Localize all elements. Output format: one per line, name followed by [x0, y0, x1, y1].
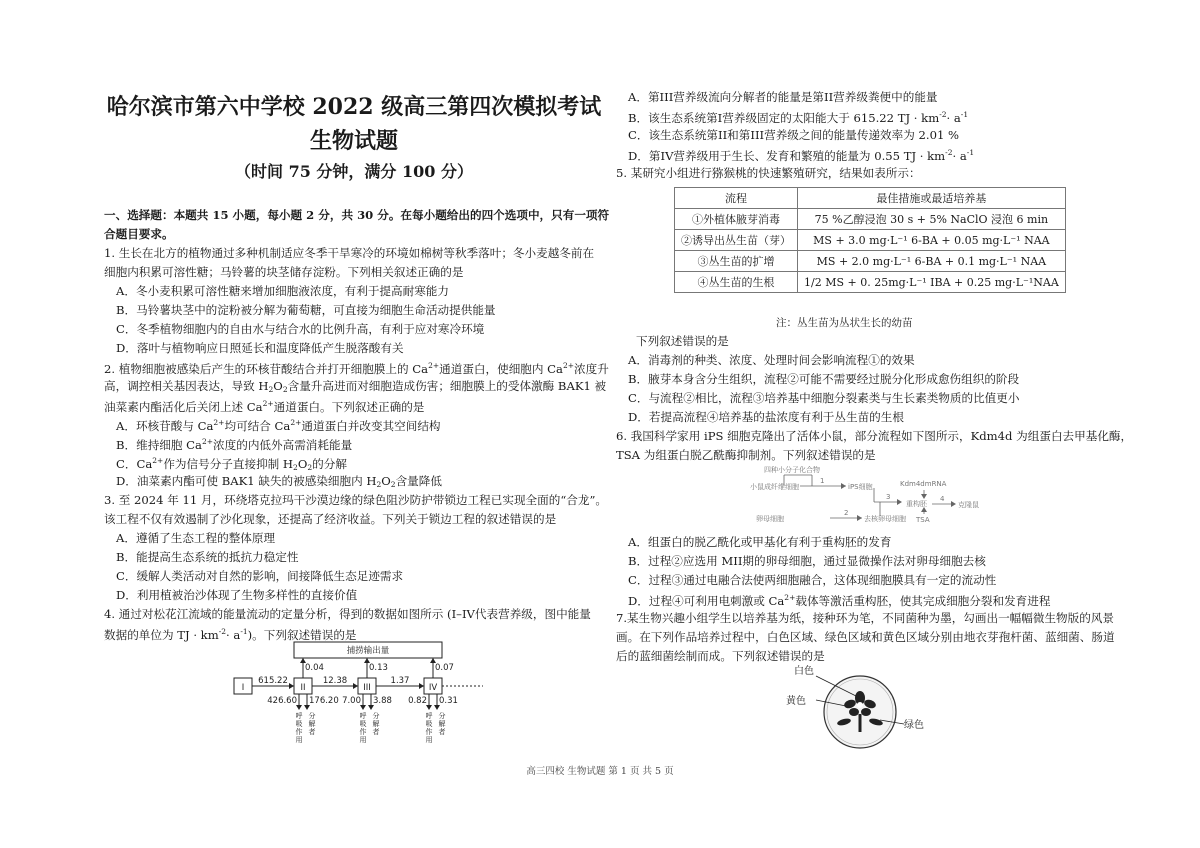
- q2-stem-cont2: 油菜素内酯活化后关闭上述 $Ca^{2+}$通道蛋白。下列叙述正确的是: [104, 399, 425, 414]
- q5-option-d: D．若提高流程④培养基的盐浓度有利于丛生苗的生根: [628, 410, 904, 424]
- q7-stem-cont: 画。在下列作品培养过程中，白色区域、绿色区域和黄色区域分别由地衣芽孢杆菌、蓝细菌、肠道: [616, 630, 1115, 644]
- q6-option-d: D．过程④可利用电刺激或 $Ca^{2+}$载体等激活重构胚，使其完成细胞分裂和发育进程: [628, 593, 1051, 608]
- q3-option-b: B．能提高生态系统的抵抗力稳定性: [116, 550, 299, 564]
- table-cell: 75 %乙醇浸泡 30 s + 5% NaClO 浸泡 6 min: [798, 209, 1066, 230]
- svg-text:解: 解: [372, 720, 380, 728]
- table-cell: MS + 2.0 mg·L⁻¹ 6-BA + 0.1 mg·L⁻¹ NAA: [798, 251, 1066, 272]
- q3-option-c: C．缓解人类活动对自然的影响，间接降低生态足迹需求: [116, 569, 404, 583]
- q1-option-a: A．冬小麦积累可溶性糖来增加细胞液浓度，有利于提高耐寒能力: [116, 284, 449, 298]
- table-cell: ①外植体腋芽消毒: [675, 209, 798, 230]
- resp-value-1: 426.60: [267, 696, 297, 706]
- q1-stem: 1. 生长在北方的植物通过多种机制适应冬季干旱寒冷的环境如棉树等秋季落叶；冬小麦越冬前在: [104, 246, 595, 260]
- fishing-value-1: 0.04: [305, 663, 324, 673]
- q5-option-c: C．与流程②相比，流程③培养基中细胞分裂素类与生长素类物质的比值更小: [628, 391, 1020, 405]
- svg-text:呼: 呼: [295, 712, 303, 720]
- label-green: 绿色: [904, 720, 924, 731]
- decomp-value-3: 0.31: [439, 696, 458, 706]
- q6-option-a: A．组蛋白的脱乙酰化或甲基化有利于重构胚的发育: [628, 535, 892, 549]
- level-label-1: I: [241, 683, 245, 693]
- exam-title: 哈尔滨市第六中学校 2022 级高三第四次模拟考试: [106, 94, 602, 120]
- q5-stem: 5. 某研究小组进行猕猴桃的快速繁殖研究，结果如表所示：: [616, 166, 921, 180]
- q5-option-b: B．腋芽本身含分生组织，流程②可能不需要经过脱分化形成愈伤组织的阶段: [628, 372, 1020, 386]
- svg-text:用: 用: [295, 736, 303, 744]
- svg-text:吸: 吸: [425, 720, 433, 728]
- svg-text:吸: 吸: [295, 720, 303, 728]
- label-cloned-mouse: 克隆鼠: [958, 501, 979, 509]
- svg-text:1: 1: [820, 477, 825, 485]
- q2-stem-cont: 高，调控相关基因表达，导致 $H_2O_2$含量升高进而对细胞造成伤害；细胞膜上的受体激酶 BAK1 被: [104, 379, 607, 394]
- q5-ask: 下列叙述错误的是: [636, 334, 729, 348]
- table-cell: MS + 3.0 mg·L⁻¹ 6-BA + 0.05 mg·L⁻¹ NAA: [798, 230, 1066, 251]
- section-heading: 一、选择题：本题共 15 小题，每小题 2 分，共 30 分。在每小题给出的四个选项中，只有一项符: [104, 208, 610, 222]
- label-kdm4d-mrna: Kdm4dmRNA: [900, 480, 947, 488]
- label-reconstructed-embryo: 重构胚: [906, 500, 927, 508]
- q2-option-d: D．油菜素内酯可使 BAK1 缺失的被感染细胞内 $H_2O_2$含量降低: [116, 474, 442, 489]
- fishing-value-2: 0.13: [369, 663, 388, 673]
- resp-value-3: 0.82: [408, 696, 427, 706]
- q4-option-b: B．该生态系统第I营养级固定的太阳能大于 615.22 TJ · $km^{-2}\cdot a^{-1}$: [628, 110, 969, 125]
- table-cell: 1/2 MS + 0. 25mg·L⁻¹ IBA + 0.25 mg·L⁻¹NAA: [798, 272, 1066, 293]
- q3-option-a: A．遵循了生态工程的整体原理: [116, 531, 276, 545]
- svg-text:解: 解: [308, 720, 316, 728]
- table-row: [675, 230, 1066, 251]
- label-oocyte: 卵母细胞: [756, 515, 784, 523]
- flow-value-2: 12.38: [322, 676, 348, 686]
- q6-stem: 6. 我国科学家用 iPS 细胞克隆出了活体小鼠，部分流程如下图所示，Kdm4d 为组蛋白去甲基化酶，: [616, 429, 1133, 443]
- svg-text:作: 作: [425, 728, 433, 736]
- level-label-3: III: [363, 683, 371, 693]
- q7-stem-cont2: 后的蓝细菌绘制而成。下列叙述错误的是: [616, 649, 825, 663]
- q1-stem-cont: 细胞内积累可溶性糖；马铃薯的块茎储存淀粉。下列相关叙述正确的是: [104, 265, 464, 279]
- svg-text:者: 者: [372, 728, 380, 736]
- label-yellow: 黄色: [786, 696, 806, 707]
- q3-option-d: D．利用植被治沙体现了生物多样性的直接价值: [116, 588, 358, 602]
- label-enucleated-oocyte: 去核卵母细胞: [864, 515, 906, 523]
- table-row: [675, 272, 1066, 293]
- petri-dish: [824, 676, 896, 748]
- q4-option-a: A．第III营养级流向分解者的能量是第II营养级粪便中的能量: [628, 90, 938, 104]
- decomp-value-1: 176.20: [309, 696, 339, 706]
- q4-option-d: D．第IV营养级用于生长、发育和繁殖的能量为 0.55 TJ · $km^{-2}\cdot a^{-1}$: [628, 148, 975, 163]
- table-row: [675, 251, 1066, 272]
- svg-text:呼: 呼: [359, 712, 367, 720]
- svg-text:分: 分: [308, 712, 316, 720]
- svg-text:吸: 吸: [359, 720, 367, 728]
- table-header: 最佳措施或最适培养基: [798, 188, 1066, 209]
- label-tsa: TSA: [916, 516, 930, 524]
- q5-table: [674, 187, 1066, 293]
- q6-stem-cont: TSA 为组蛋白脱乙酰酶抑制剂。下列叙述错误的是: [616, 448, 876, 462]
- q4-stem-cont: 数据的单位为 TJ · $km^{-2}\cdot a^{-1}$)。下列叙述错误的是: [104, 627, 357, 642]
- svg-text:4: 4: [940, 495, 945, 503]
- q2-stem: 2. 植物细胞被感染后产生的环核苷酸结合并打开细胞膜上的 $Ca^{2+}$通道蛋白，使细胞内 $Ca^{2+}$浓度升: [104, 361, 609, 376]
- decomp-value-2: 3.88: [373, 696, 392, 706]
- label-small-molecules: 四种小分子化合物: [764, 466, 820, 474]
- svg-text:用: 用: [359, 736, 367, 744]
- table-header: 流程: [675, 188, 798, 209]
- q3-stem: 3. 至 2024 年 11 月，环绕塔克拉玛干沙漠边缘的绿色阻沙防护带锁边工程已实现全面的“合龙”。: [104, 493, 607, 507]
- q6-option-b: B．过程②应选用 MII期的卵母细胞，通过显微操作法对卵母细胞去核: [628, 554, 986, 568]
- q1-option-d: D．落叶与植物响应日照延长和温度降低产生脱落酸有关: [116, 341, 404, 355]
- q5-option-a: A．消毒剂的种类、浓度、处理时间会影响流程①的效果: [628, 353, 915, 367]
- svg-text:分: 分: [372, 712, 380, 720]
- table-cell: ③丛生苗的扩增: [675, 251, 798, 272]
- level-label-4: IV: [428, 683, 438, 693]
- section-heading-cont: 合题目要求。: [104, 227, 174, 241]
- table-cell: ②诱导出丛生苗（芽）: [675, 230, 798, 251]
- petri-dish-figure: [780, 660, 950, 752]
- fishing-output-label: 捕捞输出量: [346, 646, 390, 656]
- svg-text:呼: 呼: [425, 712, 433, 720]
- svg-text:分: 分: [438, 712, 446, 720]
- fishing-value-3: 0.07: [435, 663, 454, 673]
- svg-text:者: 者: [438, 728, 446, 736]
- q2-option-c: C．$Ca^{2+}$作为信号分子直接抑制 $H_2O_2$的分解: [116, 456, 347, 472]
- svg-text:者: 者: [308, 728, 316, 736]
- svg-text:解: 解: [438, 720, 446, 728]
- energy-flow-diagram: [228, 640, 488, 752]
- exam-meta: （时间 75 分钟，满分 100 分）: [235, 162, 473, 181]
- svg-text:作: 作: [359, 728, 367, 736]
- svg-text:2: 2: [844, 509, 849, 517]
- svg-text:3: 3: [886, 493, 891, 501]
- svg-text:作: 作: [295, 728, 303, 736]
- table-header-row: [675, 188, 1066, 209]
- table-row: [675, 209, 1066, 230]
- label-white: 白色: [794, 666, 814, 677]
- q4-stem: 4. 通过对松花江流域的能量流动的定量分析，得到的数据如图所示 (I–IV代表营养级，图中能量: [104, 607, 591, 621]
- q7-stem: 7.某生物兴趣小组学生以培养基为纸，接种环为笔，不同菌种为墨，勾画出一幅幅微生物版的风景: [616, 611, 1115, 625]
- q2-option-b: B．维持细胞 $Ca^{2+}$浓度的内低外高需消耗能量: [116, 437, 353, 452]
- svg-text:用: 用: [425, 736, 433, 744]
- cloning-flow-diagram: [750, 466, 1010, 532]
- table-note: 注：丛生苗为丛状生长的幼苗: [776, 317, 913, 329]
- q1-option-b: B．马铃薯块茎中的淀粉被分解为葡萄糖，可直接为细胞生命活动提供能量: [116, 303, 496, 317]
- table-cell: ④丛生苗的生根: [675, 272, 798, 293]
- exam-subtitle: 生物试题: [309, 128, 398, 154]
- q6-option-c: C．过程③通过电融合法使两细胞融合，这体现细胞膜具有一定的流动性: [628, 573, 997, 587]
- q3-stem-cont: 该工程不仅有效遏制了沙化现象，还提高了经济收益。下列关于锁边工程的叙述错误的是: [104, 512, 557, 526]
- q1-option-c: C．冬季植物细胞内的自由水与结合水的比例升高，有利于应对寒冷环境: [116, 322, 485, 336]
- flow-value-3: 1.37: [390, 676, 410, 686]
- page-footer: 高三四校 生物试题 第 1 页 共 5 页: [526, 766, 674, 777]
- q4-option-c: C．该生态系统第II和第III营养级之间的能量传递效率为 2.01 %: [628, 128, 960, 142]
- level-label-2: II: [300, 683, 306, 693]
- q2-option-a: A．环核苷酸与 $Ca^{2+}$均可结合 $Ca^{2+}$通道蛋白并改变其空间结构: [116, 418, 441, 433]
- label-ips-cell: iPS细胞: [848, 483, 873, 491]
- label-mouse-fibroblast: 小鼠成纤维细胞: [750, 483, 799, 491]
- resp-value-2: 7.00: [342, 696, 361, 706]
- flow-value-1: 615.22: [258, 676, 288, 686]
